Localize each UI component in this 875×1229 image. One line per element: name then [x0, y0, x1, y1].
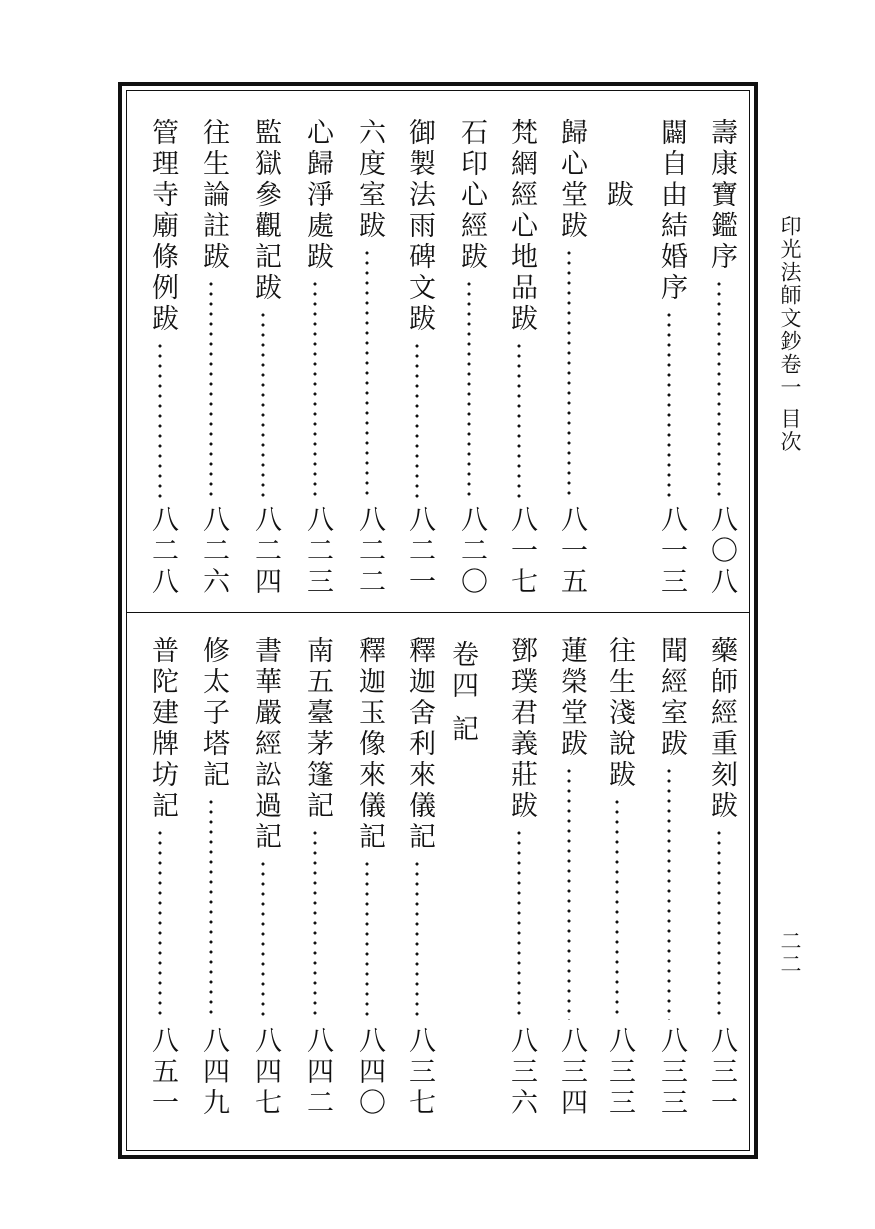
toc-entry	[298, 636, 336, 1136]
toc-entry-page: 八二八	[147, 505, 178, 598]
toc-entry-page: 八四二	[302, 1026, 333, 1119]
toc-entry-title: 石印心經跋	[456, 118, 487, 273]
page-number: 二二	[778, 930, 802, 976]
toc-entry	[350, 636, 388, 1136]
leader-dots	[667, 766, 671, 1020]
leader-dots	[313, 279, 317, 500]
toc-entry-page: 八一七	[506, 505, 537, 598]
toc-entry-page: 八三七	[404, 1026, 435, 1119]
toc-entry-title: 釋迦舍利來儀記	[404, 636, 435, 853]
leader-dots	[209, 797, 213, 1020]
toc-entry-title: 藥師經重刻跋	[706, 636, 737, 822]
toc-entry	[143, 636, 181, 1136]
toc-entry-title: 管理寺廟條例跋	[147, 118, 178, 335]
toc-entry-title: 六度室跋	[354, 118, 385, 242]
toc-entry	[350, 118, 388, 615]
toc-entry-page: 八四〇	[354, 1026, 385, 1119]
toc-entry-page: 八一三	[656, 505, 687, 598]
toc-entry-page: 八二三	[302, 505, 333, 598]
toc-entry	[702, 118, 740, 615]
toc-entry	[552, 118, 590, 615]
toc-entry-title: 往生淺說跋	[604, 636, 635, 791]
section-label-top: 跋	[602, 180, 633, 211]
leader-dots	[615, 797, 619, 1020]
toc-entry-page: 八三三	[604, 1026, 635, 1119]
toc-entry-title: 御製法雨碑文跋	[404, 118, 435, 335]
leader-dots	[567, 766, 571, 1020]
leader-dots	[717, 828, 721, 1020]
toc-entry-page: 八四九	[198, 1026, 229, 1119]
toc-entry	[652, 636, 690, 1136]
leader-dots	[365, 859, 369, 1020]
toc-entry-page: 八五一	[147, 1026, 178, 1119]
toc-entry-title: 南五臺茅篷記	[302, 636, 333, 822]
toc-entry	[194, 118, 232, 615]
leader-dots	[415, 859, 419, 1020]
toc-entry	[452, 118, 490, 615]
running-title: 印光法師文鈔卷一 目次	[778, 215, 802, 454]
toc-entry	[143, 118, 181, 615]
toc-entry	[502, 118, 540, 615]
leader-dots	[667, 310, 671, 500]
toc-entry-page: 八二〇	[456, 505, 487, 598]
toc-entry	[600, 636, 638, 1136]
toc-entry-page: 八二一	[404, 505, 435, 598]
toc-entry-title: 鄧璞君義莊跋	[506, 636, 537, 822]
toc-entry-title: 歸心堂跋	[556, 118, 587, 242]
toc-entry	[298, 118, 336, 615]
toc-entry	[702, 636, 740, 1136]
leader-dots	[261, 310, 265, 500]
toc-entry-page: 八四七	[250, 1026, 281, 1119]
toc-entry-page: 八三三	[656, 1026, 687, 1119]
toc-entry-title: 蓮榮堂跋	[556, 636, 587, 760]
leader-dots	[567, 248, 571, 500]
leader-dots	[717, 279, 721, 500]
toc-entry-title: 闢自由結婚序	[656, 118, 687, 304]
section-label-bottom: 卷四 記	[447, 640, 478, 746]
leader-dots	[313, 828, 317, 1020]
toc-entry-page: 八〇八	[706, 505, 737, 598]
toc-entry-title: 梵網經心地品跋	[506, 118, 537, 335]
leader-dots	[517, 341, 521, 500]
toc-entry-title: 聞經室跋	[656, 636, 687, 760]
toc-entry-title: 釋迦玉像來儀記	[354, 636, 385, 853]
leader-dots	[209, 279, 213, 500]
toc-entry-page: 八三一	[706, 1026, 737, 1119]
toc-entry-title: 往生論註跋	[198, 118, 229, 273]
toc-entry-title: 監獄參觀記跋	[250, 118, 281, 304]
leader-dots	[415, 341, 419, 500]
toc-entry	[400, 118, 438, 615]
leader-dots	[467, 279, 471, 500]
toc-entry	[552, 636, 590, 1136]
toc-entry-title: 壽康寶鑑序	[706, 118, 737, 273]
toc-entry-title: 修太子塔記	[198, 636, 229, 791]
leader-dots	[517, 828, 521, 1020]
leader-dots	[261, 859, 265, 1020]
toc-entry-title: 心歸淨處跋	[302, 118, 333, 273]
toc-entry	[246, 636, 284, 1136]
toc-entry-page: 八一五	[556, 505, 587, 598]
toc-entry	[502, 636, 540, 1136]
toc-entry-page: 八三六	[506, 1026, 537, 1119]
toc-entry	[194, 636, 232, 1136]
toc-entry	[246, 118, 284, 615]
toc-entry	[400, 636, 438, 1136]
leader-dots	[158, 828, 162, 1020]
toc-entry-page: 八三四	[556, 1026, 587, 1119]
toc-entry-page: 八二六	[198, 505, 229, 598]
toc-entry	[652, 118, 690, 615]
toc-entry-title: 普陀建牌坊記	[147, 636, 178, 822]
leader-dots	[365, 248, 369, 500]
leader-dots	[158, 341, 162, 500]
toc-entry-page: 八二四	[250, 505, 281, 598]
toc-entry-title: 書華嚴經訟過記	[250, 636, 281, 853]
toc-entry-page: 八二二	[354, 505, 385, 598]
